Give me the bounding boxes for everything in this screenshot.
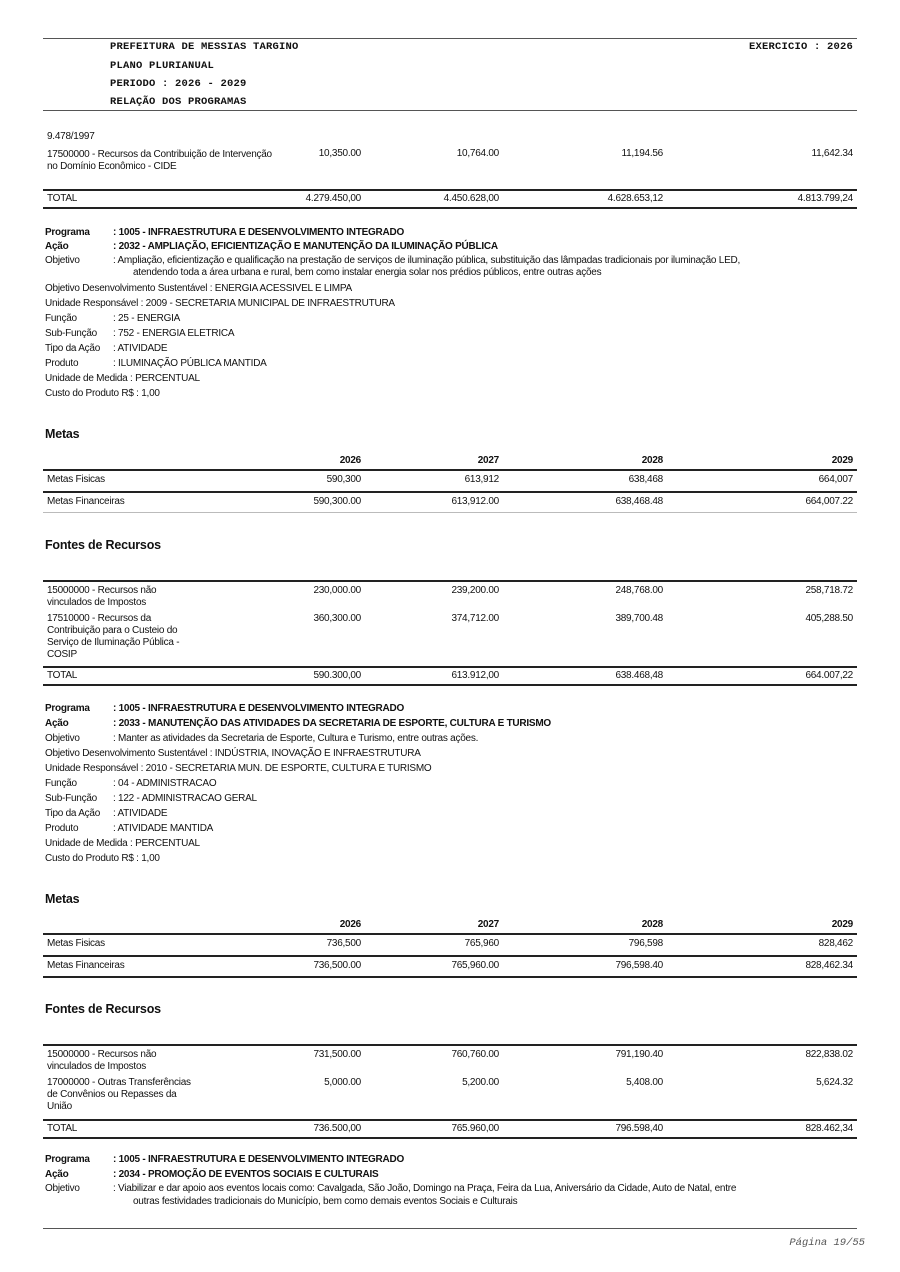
header-report-title: RELAÇÃO DOS PROGRAMAS bbox=[110, 96, 247, 108]
table-row: 17510000 - Recursos da Contribuição para o Custeio do Serviço de Iluminação Pública - COSIP 360,300.00 374,712.00 389,700.48 405,288.50 bbox=[43, 613, 857, 667]
table-row: 15000000 - Recursos não vinculados de Impostos 731,500.00 760,760.00 791,190.40 822,838.02 bbox=[43, 1045, 857, 1077]
metas-table bbox=[43, 455, 857, 513]
subfuncao-line: Sub-Função : 752 - ENERGIA ELETRICA bbox=[45, 328, 235, 339]
page-number: Página 19/55 bbox=[789, 1237, 865, 1249]
unidade-responsavel-line: Unidade Responsável : 2009 - SECRETARIA MUNICIPAL DE INFRAESTRUTURA bbox=[45, 298, 395, 309]
footer-rule bbox=[43, 1228, 857, 1229]
funcao-line: Função : 25 - ENERGIA bbox=[45, 313, 181, 324]
source-label: 17510000 - Recursos da Contribuição para o Custeio do Serviço de Iluminação Pública - COSIP bbox=[47, 613, 180, 660]
programa-line: Programa : 1005 - INFRAESTRUTURA E DESENVOLVIMENTO INTEGRADO bbox=[45, 703, 404, 714]
source-label: 15000000 - Recursos não vinculados de Impostos bbox=[47, 585, 157, 608]
year-header: 2028 bbox=[641, 455, 663, 466]
value-2027: 10,764.00 bbox=[456, 148, 499, 159]
ods-line: Objetivo Desenvolvimento Sustentável : ENERGIA ACESSIVEL E LIMPA bbox=[45, 283, 352, 294]
source-label: 15000000 - Recursos não vinculados de Impostos bbox=[47, 1049, 157, 1072]
year-header: 2026 bbox=[339, 919, 361, 930]
metas-fisicas-row: Metas Fisicas 736,500 765,960 796,598 828,462 bbox=[43, 934, 857, 956]
total-2027: 4.450.628,00 bbox=[443, 193, 499, 204]
programa-line: Programa : 1005 - INFRAESTRUTURA E DESENVOLVIMENTO INTEGRADO bbox=[45, 1154, 404, 1165]
funcao-line: Função : 04 - ADMINISTRACAO bbox=[45, 778, 217, 789]
source-label: 17500000 - Recursos da Contribuição de Intervenção no Domínio Econômico - CIDE bbox=[47, 149, 272, 172]
custo-produto-line: Custo do Produto R$ : 1,00 bbox=[45, 388, 160, 399]
action-2033-details bbox=[45, 701, 551, 866]
year-header: 2027 bbox=[477, 919, 499, 930]
value-2026: 10,350.00 bbox=[318, 148, 361, 159]
metas-fisicas-row: Metas Fisicas 590,300 613,912 638,468 664,007 bbox=[43, 470, 857, 492]
metas-table bbox=[43, 919, 857, 978]
year-header: 2029 bbox=[831, 919, 853, 930]
unidade-medida-line: Unidade de Medida : PERCENTUAL bbox=[45, 838, 200, 849]
table-row bbox=[43, 148, 857, 190]
year-header: 2026 bbox=[339, 455, 361, 466]
total-row bbox=[43, 190, 857, 208]
metas-title: Metas bbox=[45, 892, 80, 906]
metas-financeiras-row: Metas Financeiras 736,500.00 765,960.00 796,598.40 828,462.34 bbox=[43, 956, 857, 977]
header-period: PERIODO : 2026 - 2029 bbox=[110, 78, 247, 90]
fontes-title: Fontes de Recursos bbox=[45, 538, 161, 552]
action-2034-details bbox=[45, 1152, 736, 1208]
total-row: TOTAL 590.300,00 613.912,00 638.468,48 664.007,22 bbox=[43, 667, 857, 685]
header-top-rule bbox=[43, 38, 857, 39]
metas-header-row bbox=[43, 455, 857, 470]
produto-line: Produto : ILUMINAÇÃO PÚBLICA MANTIDA bbox=[45, 358, 267, 369]
objetivo-line: Objetivo : Viabilizar e dar apoio aos eventos locais como: Cavalgada, São João, Domingo na Praça, Feira da Lua, Aniversário da Cidade, Auto de Natal, entre bbox=[45, 1183, 737, 1194]
value-2028: 11,194.56 bbox=[621, 148, 663, 159]
tipo-acao-line: Tipo da Ação : ATIVIDADE bbox=[45, 343, 168, 354]
subfuncao-line: Sub-Função : 122 - ADMINISTRACAO GERAL bbox=[45, 793, 257, 804]
source-label: 17000000 - Outras Transferências de Convênios ou Repasses da União bbox=[47, 1077, 191, 1112]
year-header: 2028 bbox=[641, 919, 663, 930]
header-plan: PLANO PLURIANUAL bbox=[110, 60, 215, 72]
programa-line: Programa : 1005 - INFRAESTRUTURA E DESENVOLVIMENTO INTEGRADO bbox=[45, 227, 404, 238]
table-row: 17000000 - Outras Transferências de Convênios ou Repasses da União 5,000.00 5,200.00 5,408.00 5,624.32 bbox=[43, 1077, 857, 1120]
unidade-medida-line: Unidade de Medida : PERCENTUAL bbox=[45, 373, 200, 384]
metas-header-row bbox=[43, 919, 857, 934]
year-header: 2029 bbox=[831, 455, 853, 466]
metas-title: Metas bbox=[45, 427, 80, 441]
objetivo-line: Objetivo : Ampliação, eficientização e qualificação na prestação de serviços de iluminação pública, substituição das lâmpadas tradicionais por iluminação LED, bbox=[45, 255, 741, 266]
objetivo-continuation: atendendo toda a área urbana e rural, bem como instalar energia solar nos prédios públicos, entre outras ações bbox=[133, 267, 602, 278]
table-row: 15000000 - Recursos não vinculados de Impostos 230,000.00 239,200.00 248,768.00 258,718.72 bbox=[43, 581, 857, 613]
fontes-table bbox=[43, 1044, 857, 1139]
header-exercicio: EXERCICIO : 2026 bbox=[748, 41, 853, 53]
ods-line: Objetivo Desenvolvimento Sustentável : INDÚSTRIA, INOVAÇÃO E INFRAESTRUTURA bbox=[45, 748, 421, 759]
fontes-table bbox=[43, 580, 857, 686]
total-row: TOTAL 736.500,00 765.960,00 796.598,40 828.462,34 bbox=[43, 1120, 857, 1138]
unidade-responsavel-line: Unidade Responsável : 2010 - SECRETARIA MUN. DE ESPORTE, CULTURA E TURISMO bbox=[45, 763, 432, 774]
fontes-title: Fontes de Recursos bbox=[45, 1002, 161, 1016]
year-header: 2027 bbox=[477, 455, 499, 466]
total-2026: 4.279.450,00 bbox=[305, 193, 361, 204]
acao-line: Ação : 2033 - MANUTENÇÃO DAS ATIVIDADES DA SECRETARIA DE ESPORTE, CULTURA E TURISMO bbox=[45, 718, 551, 729]
metas-financeiras-row: Metas Financeiras 590,300.00 613,912.00 638,468.48 664,007.22 bbox=[43, 492, 857, 513]
objetivo-line: Objetivo : Manter as atividades da Secretaria de Esporte, Cultura e Turismo, entre outras ações. bbox=[45, 733, 479, 744]
acao-line: Ação : 2034 - PROMOÇÃO DE EVENTOS SOCIAIS E CULTURAIS bbox=[45, 1169, 379, 1180]
objetivo-continuation: outras festividades tradicionais do Município, bem como demais eventos Sociais e Culturais bbox=[133, 1196, 518, 1207]
header-bottom-rule bbox=[43, 110, 857, 111]
total-2029: 4.813.799,24 bbox=[797, 193, 853, 204]
carryover-sources-table bbox=[43, 148, 857, 209]
header-municipality: PREFEITURA DE MESSIAS TARGINO bbox=[110, 41, 299, 53]
objetivo-value: : Ampliação, eficientização e qualificação na prestação de serviços de iluminação pública, substituição das lâmpadas tradicionais por iluminação LED, bbox=[113, 255, 741, 266]
produto-line: Produto : ATIVIDADE MANTIDA bbox=[45, 823, 214, 834]
action-2032-details bbox=[45, 225, 740, 401]
total-2028: 4.628.653,12 bbox=[607, 193, 663, 204]
legal-reference: 9.478/1997 bbox=[47, 131, 95, 142]
acao-value: : 2032 - AMPLIAÇÃO, EFICIENTIZAÇÃO E MANUTENÇÃO DA ILUMINAÇÃO PÚBLICA bbox=[113, 241, 498, 252]
custo-produto-line: Custo do Produto R$ : 1,00 bbox=[45, 853, 160, 864]
value-2029: 11,642.34 bbox=[811, 148, 853, 159]
acao-line: Ação : 2032 - AMPLIAÇÃO, EFICIENTIZAÇÃO E MANUTENÇÃO DA ILUMINAÇÃO PÚBLICA bbox=[45, 241, 498, 252]
total-label: TOTAL bbox=[47, 193, 78, 204]
programa-value: : 1005 - INFRAESTRUTURA E DESENVOLVIMENTO INTEGRADO bbox=[113, 227, 404, 238]
tipo-acao-line: Tipo da Ação : ATIVIDADE bbox=[45, 808, 168, 819]
